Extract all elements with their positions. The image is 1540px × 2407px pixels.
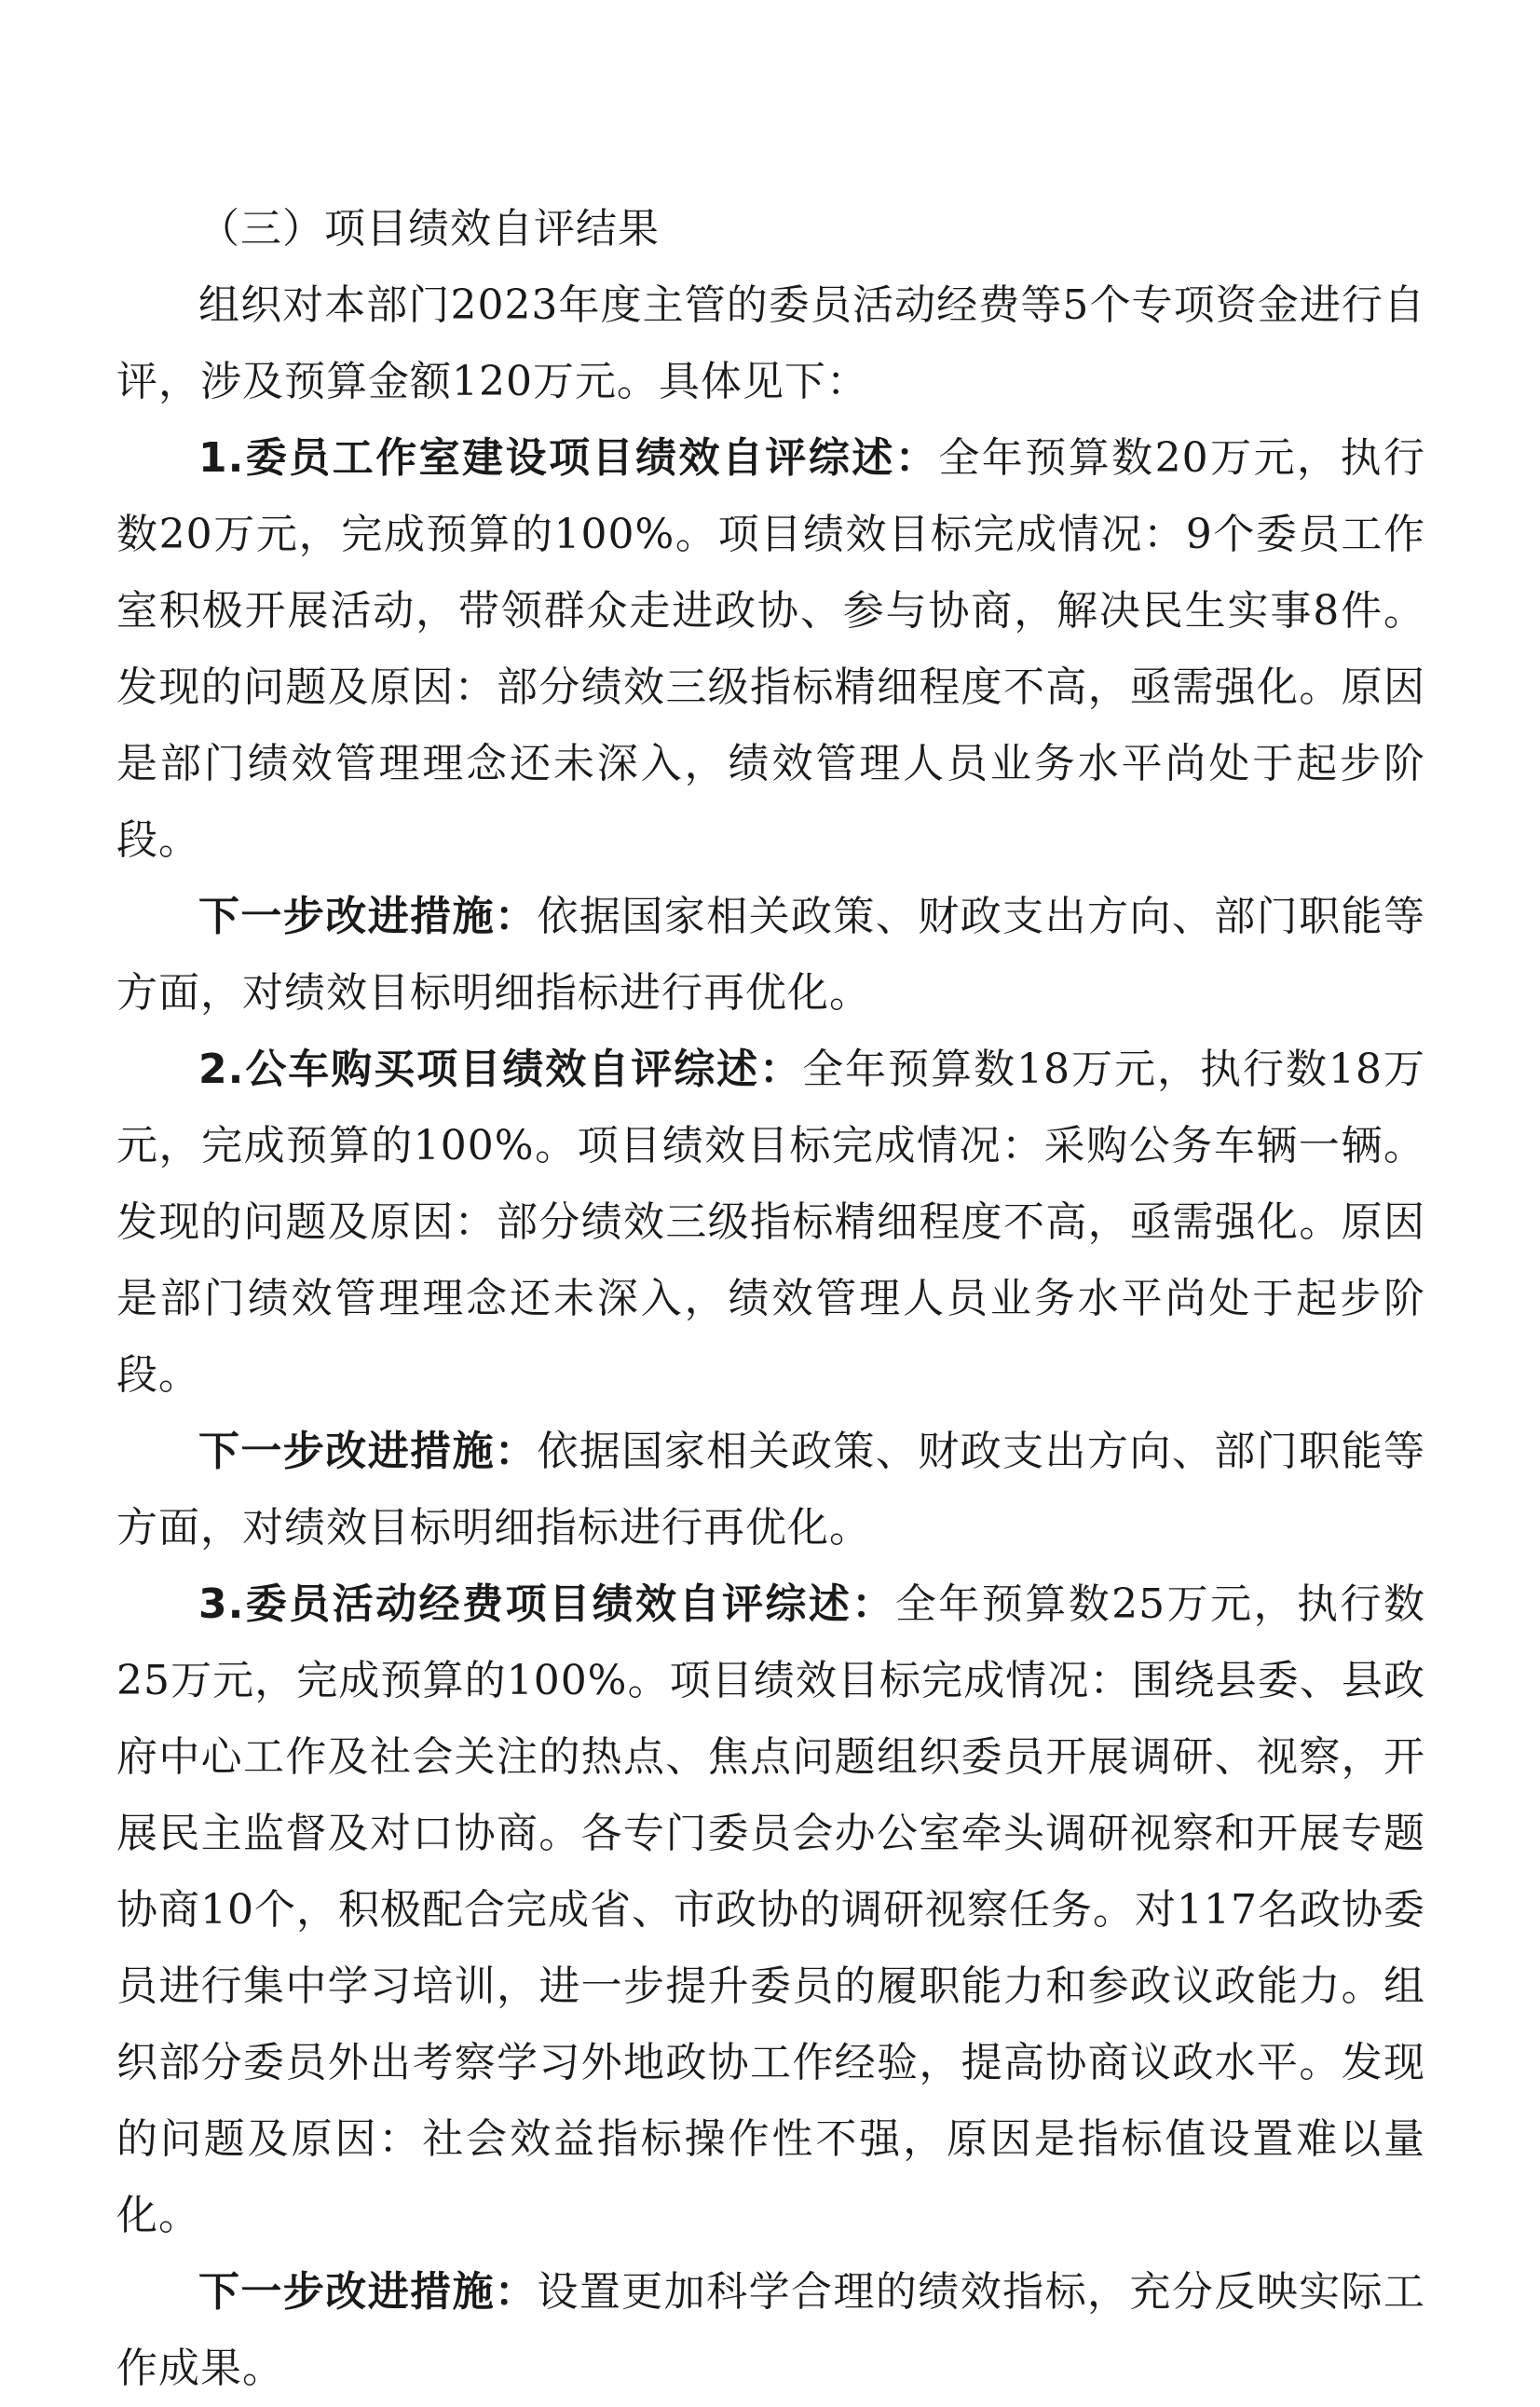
item-3-next-paragraph	[116, 2254, 1425, 2407]
item-3-next-label: 下一步改进措施：	[198, 2268, 538, 2316]
item-1-next-paragraph	[116, 879, 1425, 1032]
document-body	[116, 191, 1425, 2407]
item-3-body: 全年预算数25万元，执行数25万元，完成预算的100%。项目绩效目标完成情况：围绕县委、县政府中心工作及社会关注的热点、焦点问题组织委员开展调研、视察，开展民主监督及对口协商。各专门委员会办公室牵头调研视察和开展专题协商10个，积极配合完成省、市政协的调研视察任务。对117名政协委员进行集中学习培训，进一步提升委员的履职能力和参政议政能力。组织部分委员外出考察学习外地政协工作经验，提高协商议政水平。发现的问题及原因：社会效益指标操作性不强，原因是指标值设置难以量化。	[116, 1580, 1425, 2239]
item-2-next-label: 下一步改进措施：	[198, 1428, 538, 1475]
section-heading: （三）项目绩效自评结果	[198, 205, 660, 253]
item-2-paragraph	[116, 1032, 1425, 1414]
item-1-paragraph	[116, 420, 1425, 879]
item-2-next-paragraph	[116, 1414, 1425, 1566]
item-3-title: 3.委员活动经费项目绩效自评综述：	[198, 1580, 895, 1628]
item-1-next-body: 依据国家相关政策、财政支出方向、部门职能等方面，对绩效目标明细指标进行再优化。	[116, 893, 1426, 1017]
item-1-body: 全年预算数20万元，执行数20万元，完成预算的100%。项目绩效目标完成情况：9个委员工作室积极开展活动，带领群众走进政协、参与协商，解决民生实事8件。发现的问题及原因：部分绩效三级指标精细程度不高，亟需强化。原因是部门绩效管理理念还未深入，绩效管理人员业务水平尚处于起步阶段。	[116, 434, 1425, 864]
item-2-body: 全年预算数18万元，执行数18万元，完成预算的100%。项目绩效目标完成情况：采购公务车辆一辆。发现的问题及原因：部分绩效三级指标精细程度不高，亟需强化。原因是部门绩效管理理念还未深入，绩效管理人员业务水平尚处于起步阶段。	[116, 1046, 1425, 1399]
item-1-next-label: 下一步改进措施：	[198, 893, 538, 940]
item-2-title: 2.公车购买项目绩效自评综述：	[198, 1046, 803, 1093]
intro-paragraph: 组织对本部门2023年度主管的委员活动经费等5个专项资金进行自评，涉及预算金额120万元。具体见下：	[116, 281, 1425, 405]
item-2-next-body: 依据国家相关政策、财政支出方向、部门职能等方面，对绩效目标明细指标进行再优化。	[116, 1428, 1426, 1552]
item-3-paragraph	[116, 1566, 1425, 2254]
item-3-next-body: 设置更加科学合理的绩效指标，充分反映实际工作成果。	[116, 2268, 1426, 2392]
item-1-title: 1.委员工作室建设项目绩效自评综述：	[198, 434, 939, 482]
